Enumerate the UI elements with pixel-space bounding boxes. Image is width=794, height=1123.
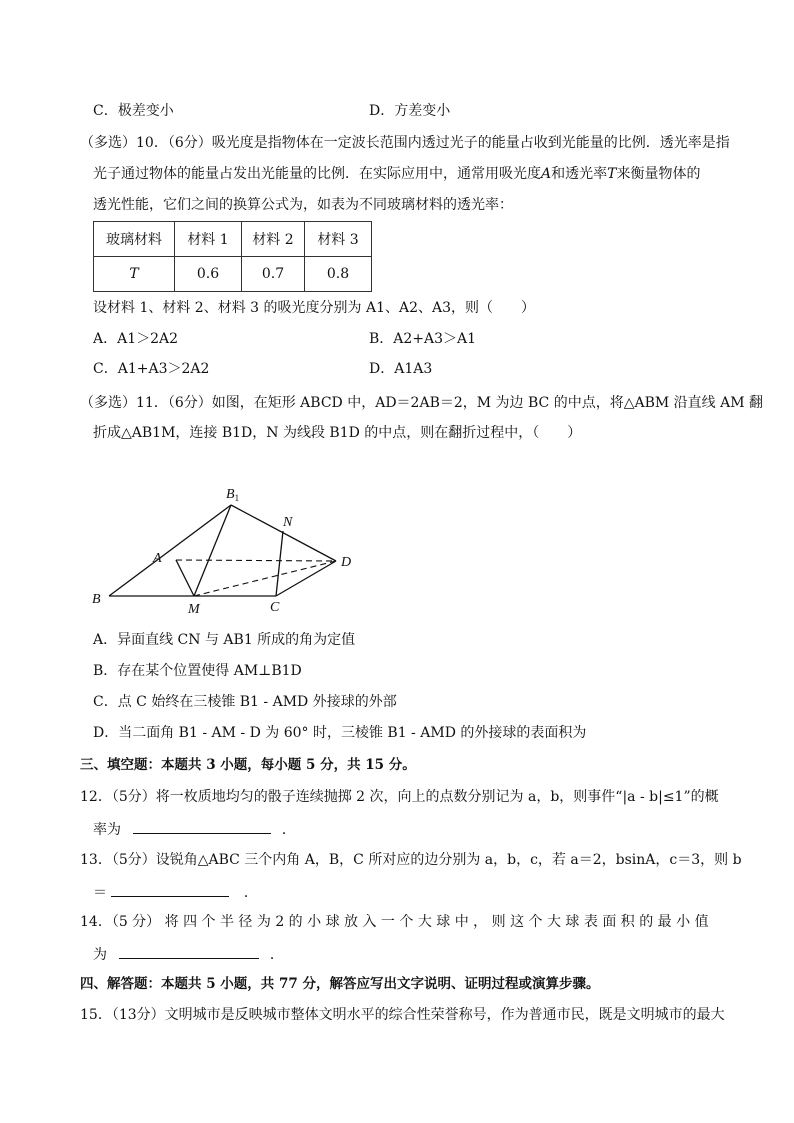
option-a: A．异面直线 CN 与 AB1 所成的角为定值 bbox=[93, 632, 356, 648]
answer-blank[interactable] bbox=[119, 944, 259, 959]
dashed-m-d bbox=[194, 561, 336, 596]
question-15-line1: 15．（13分）文明城市是反映城市整体文明水平的综合性荣誉称号，作为普通市民，既是文明城市的最大 bbox=[80, 1007, 725, 1023]
question-12-line1: 12．（5分）将一枚质地均匀的骰子连续抛掷 2 次，向上的点数分别记为 a，b，则事件“|a - b|≤1”的概 bbox=[80, 789, 719, 805]
option-c: C．A1+A3＞2A2 bbox=[93, 361, 210, 377]
option-d: D．A1A3 bbox=[369, 361, 433, 377]
section-3-heading: 三、填空题：本题共 3 小题，每小题 5 分，共 15 分。 bbox=[80, 757, 416, 773]
table-cell: 0.8 bbox=[305, 257, 372, 292]
label-b: B bbox=[92, 592, 101, 607]
option-a: A．A1＞2A2 bbox=[93, 331, 179, 347]
label-n: N bbox=[283, 515, 293, 530]
question-13-line2: ＝ ． bbox=[93, 882, 258, 902]
question-10-line2: 光子通过物体的能量占发出光能量的比例．在实际应用中，通常用吸光度A和透光率T来衡量物体的 bbox=[93, 166, 701, 182]
edge-a-m bbox=[176, 560, 194, 596]
option-d: D．方差变小 bbox=[369, 103, 451, 119]
label-b1: $B_1$ bbox=[226, 487, 240, 503]
table-cell: T bbox=[94, 257, 175, 292]
label-m: M bbox=[188, 602, 200, 617]
section-4-heading: 四、解答题：本题共 5 小题，共 77 分，解答应写出文字说明、证明过程或演算步骤。 bbox=[80, 976, 600, 992]
folded-rectangle-figure bbox=[86, 478, 366, 618]
option-b: B．A2+A3＞A1 bbox=[369, 331, 477, 347]
edge-c-d bbox=[276, 561, 336, 596]
edge-c-n bbox=[276, 531, 283, 596]
table-header: 材料 3 bbox=[305, 222, 372, 257]
transmittance-table bbox=[93, 221, 372, 292]
question-12-line2: 率为 ． bbox=[93, 819, 296, 839]
table-cell: 0.6 bbox=[175, 257, 242, 292]
answer-blank[interactable] bbox=[133, 819, 271, 834]
option-d: D．当二面角 B1 - AM - D 为 60° 时，三棱锥 B1 - AMD 的外接球的表面积为 bbox=[93, 725, 587, 741]
table-header: 材料 2 bbox=[242, 222, 305, 257]
label-c: C bbox=[270, 600, 280, 615]
question-13-line1: 13．（5分）设锐角△ABC 三个内角 A，B，C 所对应的边分别为 a，b，c，若 a＝2，bsinA，c＝3，则 b bbox=[80, 852, 742, 868]
dashed-a-d bbox=[176, 560, 336, 561]
label-d: D bbox=[341, 555, 352, 570]
question-10-line1: （多选）10．（6分）吸光度是指物体在一定波长范围内透过光子的能量占收到光能量的比例．透光率是指 bbox=[80, 135, 730, 151]
question-11-line1: （多选）11．（6分）如图，在矩形 ABCD 中，AD＝2AB＝2，M 为边 BC 的中点，将△ABM 沿直线 AM 翻 bbox=[80, 395, 764, 411]
table-header: 玻璃材料 bbox=[94, 222, 175, 257]
option-c: C．极差变小 bbox=[93, 103, 174, 119]
question-14-line2: 为 ． bbox=[93, 944, 284, 964]
question-11-line2: 折成△AB1M，连接 B1D，N 为线段 B1D 的中点，则在翻折过程中，（ ） bbox=[93, 425, 582, 441]
label-a: A bbox=[153, 551, 162, 566]
table-cell: 0.7 bbox=[242, 257, 305, 292]
question-10-stem: 设材料 1、材料 2、材料 3 的吸光度分别为 A1、A2、A3，则（ ） bbox=[93, 300, 536, 316]
option-c: C．点 C 始终在三棱锥 B1 - AMD 外接球的外部 bbox=[93, 694, 397, 710]
question-10-line3: 透光性能，它们之间的换算公式为，如表为不同玻璃材料的透光率： bbox=[93, 197, 513, 213]
edge-b1-d bbox=[231, 505, 336, 561]
table-header: 材料 1 bbox=[175, 222, 242, 257]
option-b: B．存在某个位置使得 AM⊥B1D bbox=[93, 663, 302, 679]
answer-blank[interactable] bbox=[111, 882, 229, 897]
question-14-line1: 14．（5 分） 将 四 个 半 径 为 2 的 小 球 放 入 一 个 大 球 中 ， 则 这 个 大 球 表 面 积 的 最 小 值 bbox=[80, 914, 709, 930]
